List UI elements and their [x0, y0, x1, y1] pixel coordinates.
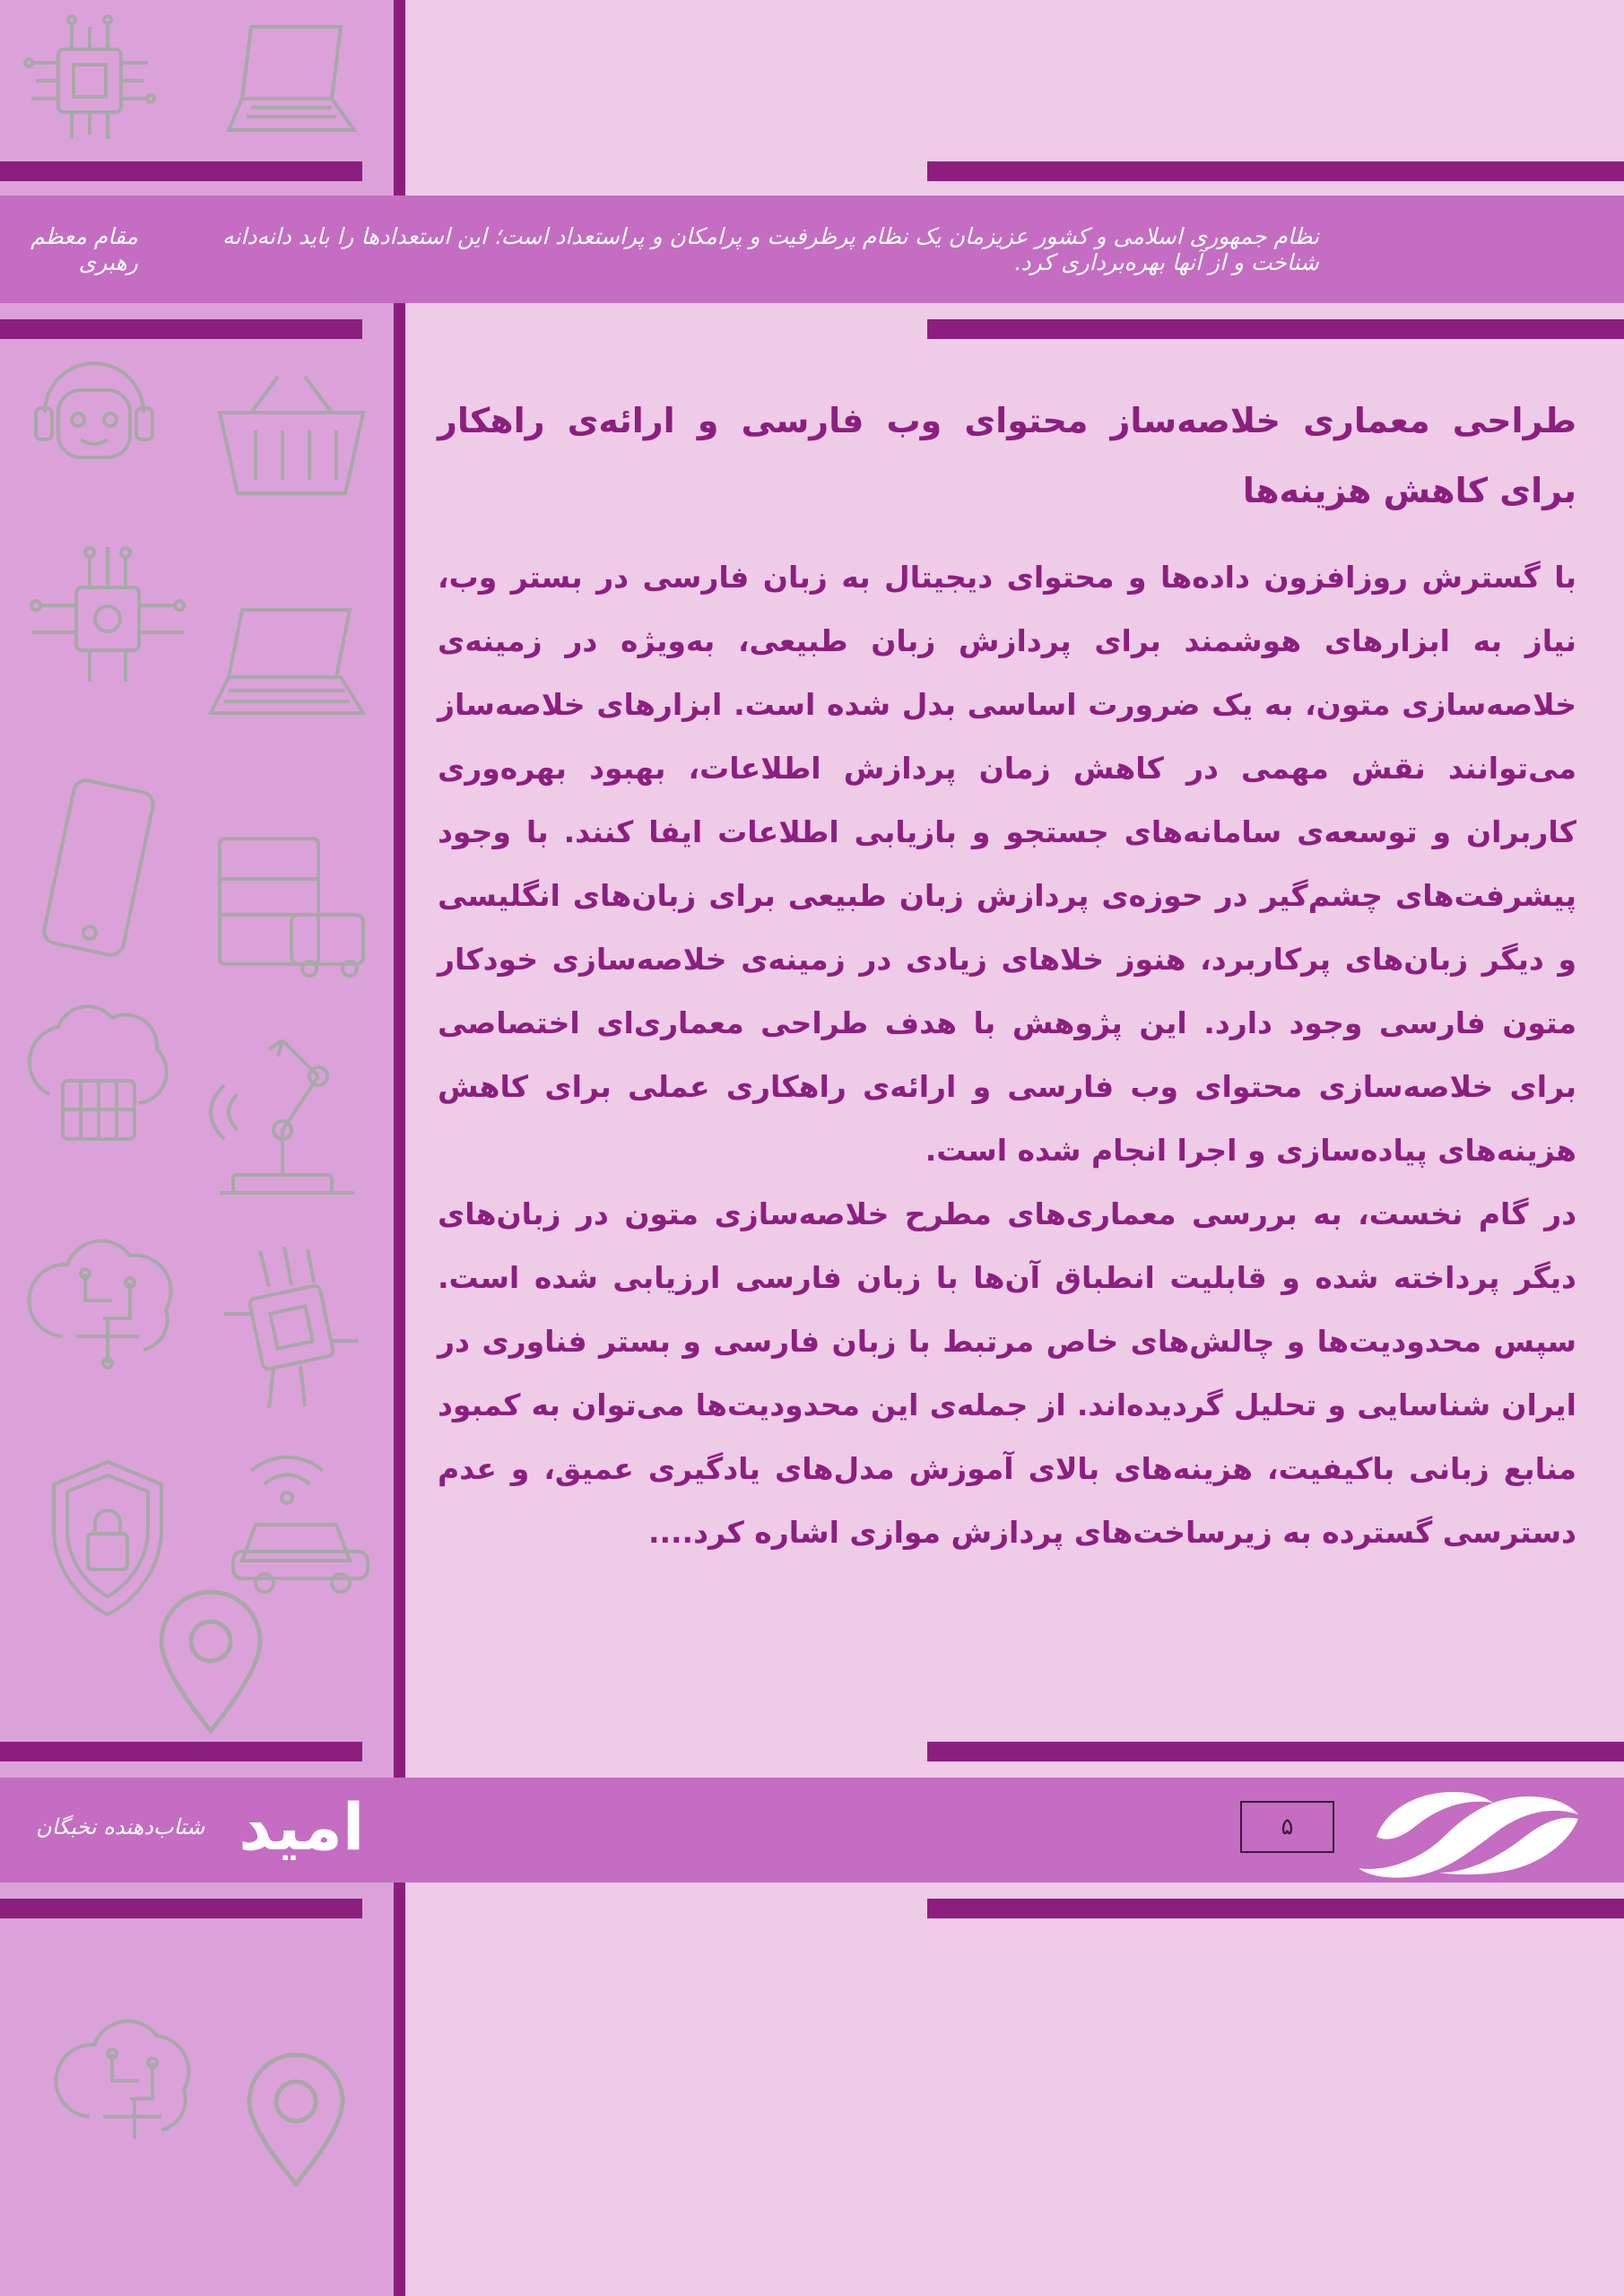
article [438, 386, 1576, 1564]
decorative-sidebar [0, 0, 394, 2296]
logo-text: امید [239, 1789, 365, 1865]
laptop-icon [215, 9, 368, 144]
bottom-bar-left [0, 1742, 362, 1761]
circuit-chip-icon [18, 9, 161, 152]
brand-swirl-icon [1350, 1783, 1581, 1878]
wifi-car-icon [215, 1426, 386, 1596]
bottom-bar-right [927, 1742, 1624, 1761]
quote-text: نظام جمهوری اسلامی و کشور عزیزمان یک نظام پرظرفیت و پرامکان و پراستعداد است؛ این استعدادها را باید دانه‌دانه شناخت و از آنها بهره‌برداری کرد. [222, 223, 1319, 275]
robot-arm-icon [202, 1022, 381, 1220]
brain-circuit-icon [13, 996, 184, 1148]
article-paragraph: با گسترش روزافزون داده‌ها و محتوای دیجیتال به زبان فارسی در بستر وب، نیاز به ابزارهای هوشمند برای پردازش زبان طبیعی، به‌ویژه در زمینه‌ی خلاصه‌سازی متون، به یک ضرورت اساسی بدل شده است. ابزارهای خلاصه‌ساز می‌توانند نقش مهمی در کاهش زمان پردازش اطلاعات، بهبود بهره‌وری کاربران و توسعه‌ی سامانه‌های جستجو و بازیابی اطلاعات ایفا کنند. با وجود پیشرفت‌های چشم‌گیر در حوزه‌ی پردازش زبان طبیعی برای زبان‌های انگلیسی و دیگر زبان‌های پرکاربرد، هنوز خلاهای زیادی در زمینه‌ی خلاصه‌سازی خودکار متون فارسی وجود دارد. این پژوهش با هدف طراحی معماری‌ای اختصاصی برای خلاصه‌سازی محتوای وب فارسی و ارائه‌ی راهکاری عملی برای کاهش هزینه‌های پیاده‌سازی و اجرا انجام شده است. [438, 560, 1576, 1168]
article-title: طراحی معماری خلاصه‌ساز محتوای وب فارسی و ارائه‌ی راهکار برای کاهش هزینه‌ها [438, 401, 1576, 510]
circuit-chip-icon [220, 1242, 363, 1422]
top-bar-right [927, 161, 1624, 181]
circuit-chip-icon [18, 538, 197, 700]
brain-circuit-icon [54, 2009, 206, 2161]
quote-author: مقام معظم رهبری [30, 223, 138, 275]
logo-subtitle: شتاب‌دهنده نخبگان [36, 1814, 205, 1839]
location-pin-icon [238, 2049, 354, 2193]
robot-headset-icon [22, 341, 166, 493]
laptop-icon [202, 601, 372, 726]
bottom-bar-right-lower [927, 1899, 1624, 1918]
top-bar-left-lower [0, 319, 362, 339]
location-pin-icon [148, 1587, 274, 1740]
logo [36, 1787, 365, 1867]
article-paragraph: در گام نخست، به بررسی معماری‌های مطرح خلاصه‌سازی متون در زبان‌های دیگر پرداخته شده و قابلیت انطباق آن‌ها با زبان فارسی ارزیابی شده است. سپس محدودیت‌ها و چالش‌های خاص مرتبط با زبان فارسی و بستر فناوری در ایران شناسایی و تحلیل گردیده‌اند. از جمله‌ی این محدودیت‌ها می‌توان به کمبود منابع زبانی باکیفیت، هزینه‌های بالای آموزش مدل‌های یادگیری عمیق، و عدم دسترسی گسترده به زیرساخت‌های پردازش موازی اشاره کرد.... [438, 1196, 1576, 1550]
vertical-divider [394, 0, 405, 2296]
bottom-bar-left-lower [0, 1899, 362, 1918]
header-quote [0, 196, 1624, 303]
shopping-basket-icon [202, 825, 381, 987]
brain-circuit-icon [22, 1229, 193, 1381]
top-bar-left [0, 161, 362, 181]
page-number: ۵ [1240, 1801, 1334, 1853]
top-bar-right-lower [927, 319, 1624, 339]
smartphone-icon [27, 771, 170, 969]
shopping-basket-icon [202, 359, 381, 511]
